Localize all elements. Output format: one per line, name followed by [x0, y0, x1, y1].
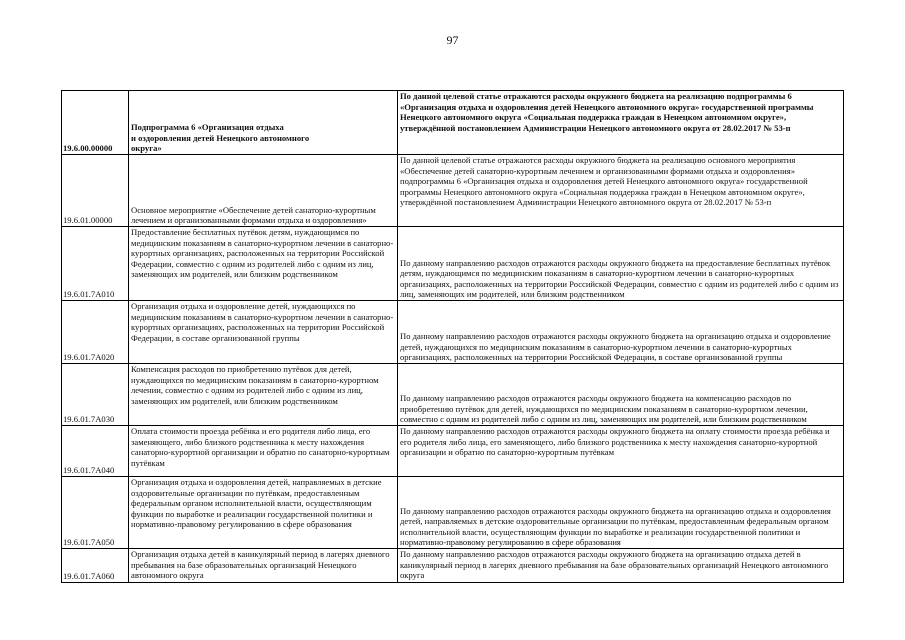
target-article-name: Подпрограмма 6 «Организация отдыха и оздоровления детей Ненецкого автономного округа»	[129, 91, 398, 155]
expense-direction-code: 19.6.01.7А060	[62, 549, 129, 583]
target-article-description: По данной целевой статье отражаются расходы окружного бюджета на реализацию основного мероприятия «Обеспечение детей санаторно-курортным лечением и организованными формами отдыха и оздоровления» подпрограммы 6 «Организация отдыха и оздоровления детей Ненецкого автономного округа» государственной программы Ненецкого автономного округа «Социальная поддержка граждан в Ненецком автономном округе», утверждённой постановлением Администрации Ненецкого автономного округа от 28.02.2017 № 53-п	[398, 155, 844, 227]
expense-direction-code: 19.6.01.7А030	[62, 364, 129, 426]
table-row	[62, 227, 844, 301]
expense-direction-code: 19.6.01.7А040	[62, 426, 129, 477]
page-number: 97	[446, 33, 459, 47]
table-row	[62, 301, 844, 364]
expense-direction-code: 19.6.01.7А010	[62, 227, 129, 301]
expense-direction-description: По данному направлению расходов отражаются расходы окружного бюджета на организацию отдыха и оздоровление детей, нуждающихся по медицинским показаниям в санаторно-курортном лечении в санаторно-курортных организациях, расположенных на территории Российской Федерации, в составе организованной группы	[398, 301, 844, 364]
expense-direction-description: По данному направлению расходов отражаются расходы окружного бюджета на оплату стоимости проезда ребёнка и его родителя либо лица, его заменяющего, либо близкого родственника к месту нахождения санаторно-курортной организации и обратно по санаторно-курортным путёвкам	[398, 426, 844, 477]
target-article-name: Основное мероприятие «Обеспечение детей санаторно-курортным лечением и организованными формами отдыха и оздоровления»	[129, 155, 398, 227]
expense-direction-name: Организация отдыха детей в каникулярный период в лагерях дневного пребывания на базе образовательных организаций Ненецкого автономного округа	[129, 549, 398, 583]
expense-direction-description: По данному направлению расходов отражаются расходы окружного бюджета на организацию отдыха детей в каникулярный период в лагерях дневного пребывания на базе образовательных организаций Ненецкого автономного округа	[398, 549, 844, 583]
expense-direction-name: Компенсация расходов по приобретению путёвок для детей, нуждающихся по медицинским показаниям в санаторно-курортном лечении, совместно с одним из родителей либо с одним из лиц, заменяющих им родителей, или близким родственником	[129, 364, 398, 426]
table-row	[62, 364, 844, 426]
expense-direction-name: Организация отдыха и оздоровление детей, нуждающихся по медицинским показаниям в санаторно-курортном лечении в санаторно-курортных организациях, расположенных на территории Российской Федерации, в составе организованной группы	[129, 301, 398, 364]
table-row	[62, 477, 844, 549]
target-article-code: 19.6.00.00000	[62, 91, 129, 155]
budget-classification-table	[61, 90, 844, 583]
expense-direction-name: Оплата стоимости проезда ребёнка и его родителя либо лица, его заменяющего, либо близкого родственника к месту нахождения санаторно-курортной организации и обратно по санаторно-курортным путёвкам	[129, 426, 398, 477]
expense-direction-description: По данному направлению расходов отражаются расходы окружного бюджета на организацию отдыха и оздоровления детей, направляемых в детские оздоровительные организации по путёвкам, предоставленным федеральным органом исполнительной власти, осуществляющим функции по выработке и реализации государственной политики и нормативно-правовому регулированию в сфере образования	[398, 477, 844, 549]
target-article-code: 19.6.01.00000	[62, 155, 129, 227]
expense-direction-code: 19.6.01.7А020	[62, 301, 129, 364]
expense-direction-code: 19.6.01.7А050	[62, 477, 129, 549]
table-row	[62, 426, 844, 477]
expense-direction-description: По данному направлению расходов отражаются расходы окружного бюджета на компенсацию расходов по приобретению путёвок для детей, нуждающихся по медицинским показаниям в санаторно-курортном лечении, совместно с одним из родителей либо с одним из лиц, заменяющих им родителей, или близким родственником	[398, 364, 844, 426]
target-article-description: По данной целевой статье отражаются расходы окружного бюджета на реализацию подпрограммы 6 «Организация отдыха и оздоровления детей Ненецкого автономного округа» государственной программы Ненецкого автономного округа «Социальная поддержка граждан в Ненецком автономном округе», утверждённой постановлением Администрации Ненецкого автономного округа от 28.02.2017 № 53-п	[398, 91, 844, 155]
table-row	[62, 549, 844, 583]
table-row	[62, 155, 844, 227]
expense-direction-name: Организация отдыха и оздоровления детей, направляемых в детские оздоровительные организации по путёвкам, предоставленным федеральным органом исполнительной власти, осуществляющим функции по выработке и реализации государственной политики и нормативно-правовому регулированию в сфере образования	[129, 477, 398, 549]
expense-direction-description: По данному направлению расходов отражаются расходы окружного бюджета на предоставление бесплатных путёвок детям, нуждающимся по медицинским показаниям в санаторно-курортном лечении в санаторно-курортных организациях, расположенных на территории Российской Федерации, совместно с одним из родителей либо с одним из лиц, заменяющих им родителей, или близким родственником	[398, 227, 844, 301]
expense-direction-name: Предоставление бесплатных путёвок детям, нуждающимся по медицинским показаниям в санаторно-курортном лечении в санаторно-курортных организациях, расположенных на территории Российской Федерации, совместно с одним из родителей либо с одним из лиц, заменяющих им родителей, или близким родственником	[129, 227, 398, 301]
table-row	[62, 91, 844, 155]
